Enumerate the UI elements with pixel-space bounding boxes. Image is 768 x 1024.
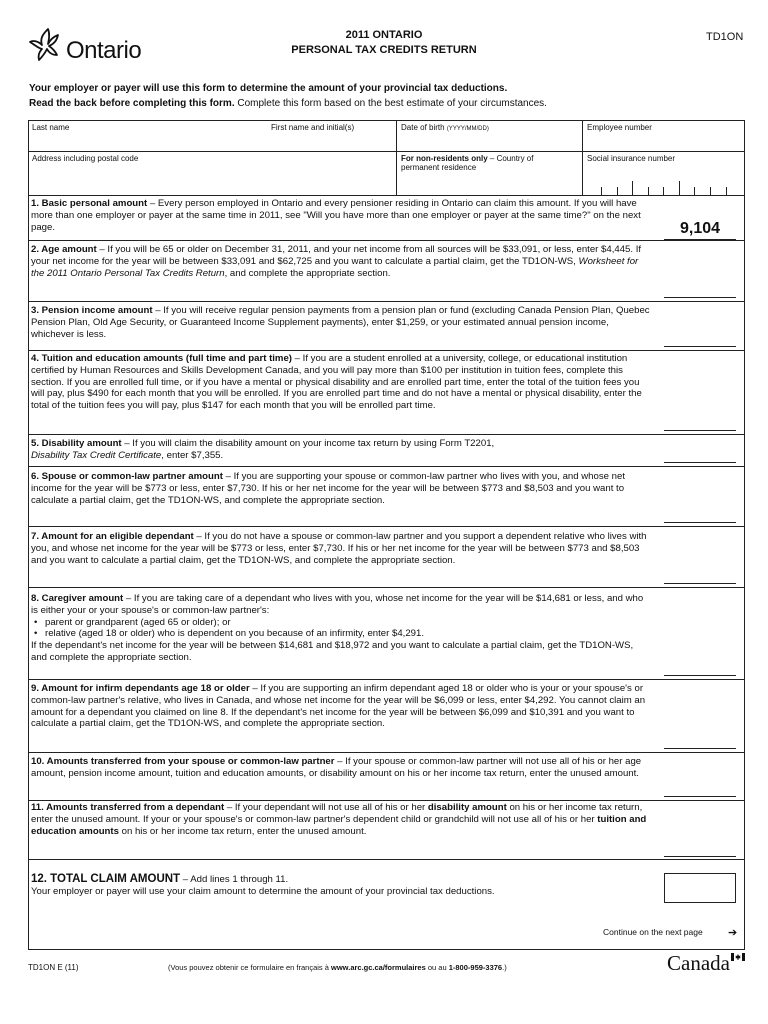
footer-note-end: .): [502, 963, 507, 972]
line-7-title: 7. Amount for an eligible dependant: [31, 531, 194, 542]
line-10-input[interactable]: [664, 796, 736, 797]
line-11-input[interactable]: [664, 856, 736, 857]
line-3-input[interactable]: [664, 346, 736, 347]
line-8-caregiver: [31, 593, 651, 664]
line-8-bullet-2: • relative (aged 18 or older) who is dependent on you because of an infirmity, enter $4,291.: [45, 628, 651, 640]
dob-label: Date of birth: [401, 123, 445, 132]
sin-field[interactable]: Social insurance number: [587, 154, 676, 163]
intro-line-1: Your employer or payer will use this form to determine the amount of your provincial tax deductions.: [29, 83, 508, 94]
line-6-text: – If you are supporting your spouse or common-law partner who lives with you, and whose net income for the year will be $773 or less, enter $7,730. If his or her net income for the year will be between $773 and $8,503 and you want to calculate a partial claim, get the TD1ON-WS, and complete the appropriate section.: [31, 471, 625, 506]
line-2-age-amount: [31, 244, 651, 279]
line-11-text-3: on his or her income tax return, enter the unused amount.: [118, 825, 367, 837]
footer-form-code: TD1ON E (11): [28, 963, 79, 972]
line-11-title: 11. Amounts transferred from a dependant: [31, 802, 225, 813]
line-11-text-1: – If your dependant will not use all of his or her: [224, 802, 428, 813]
line-1-basic-personal-amount: [31, 198, 651, 233]
intro-bold: Read the back before completing this form.: [29, 98, 235, 109]
ontario-logo-text: Ontario: [66, 37, 142, 64]
line-11-text-2: on his or her income tax return, enter the unused amount. If your or your spouse's or common-law partner's dependent child or grandchild will not use all of his or her: [31, 802, 643, 825]
line-6-input[interactable]: [664, 522, 736, 523]
line-10-text: – If your spouse or common-law partner will not use all of his or her age amount, pension income amount, tuition and education amounts, or disability amount on his or her income tax return, enter the unused amount.: [31, 756, 642, 779]
dob-field[interactable]: [401, 123, 489, 134]
canada-flag-icon: [731, 953, 745, 961]
line-7-text: – If you do not have a spouse or common-law partner and you support a dependent relative who lives with you, and whose net income for the year will be $773 or less, enter $7,730. If his or her net income for the year will be between $773 and $8,503 and you want to calculate a partial claim, get the TD1ON-WS, and complete the appropriate section.: [31, 531, 647, 566]
employee-number-field[interactable]: Employee number: [587, 123, 652, 132]
line-4-tuition-education: [31, 353, 651, 412]
nonres-bold: For non-residents only: [401, 154, 488, 163]
line-9-title: 9. Amount for infirm dependants age 18 or older: [31, 683, 250, 694]
canada-wordmark: Canada: [667, 951, 730, 975]
dob-format: (YYYY/MM/DD): [446, 126, 489, 132]
line-5-certificate: Disability Tax Credit Certificate: [31, 449, 162, 461]
line-6-title: 6. Spouse or common-law partner amount: [31, 471, 223, 482]
line-1-amount[interactable]: 9,104: [679, 220, 721, 237]
continue-next-page: Continue on the next page: [603, 927, 703, 937]
line-5-input[interactable]: [664, 462, 736, 463]
intro-line-2: [29, 98, 547, 109]
address-field[interactable]: Address including postal code: [32, 154, 139, 163]
line-9-infirm-dependants: [31, 683, 651, 730]
line-2-text-end: , and complete the appropriate section.: [224, 267, 391, 279]
line-1-input[interactable]: [664, 239, 736, 240]
line-8-bullets: [31, 617, 651, 641]
line-12-total-claim: [31, 874, 651, 898]
line-5-title: 5. Disability amount: [31, 438, 122, 449]
line-3-title: 3. Pension income amount: [31, 305, 153, 316]
line-4-title: 4. Tuition and education amounts (full time and part time): [31, 353, 292, 364]
line-2-title: 2. Age amount: [31, 244, 97, 255]
line-6-spouse-amount: [31, 471, 651, 506]
footer-phone: 1-800-959-3376: [448, 963, 503, 972]
line-5-disability: [31, 438, 651, 462]
total-claim-input[interactable]: [664, 873, 736, 903]
line-5-text-end: , enter $7,355.: [161, 449, 224, 461]
line-7-eligible-dependant: [31, 531, 651, 566]
line-1-title: 1. Basic personal amount: [31, 198, 148, 209]
line-8-input[interactable]: [664, 675, 736, 676]
line-12-text: – Add lines 1 through 11.: [180, 874, 289, 885]
last-name-field[interactable]: Last name: [32, 123, 70, 132]
form-title: PERSONAL TAX CREDITS RETURN: [291, 44, 477, 56]
line-10-title: 10. Amounts transferred from your spouse or common-law partner: [31, 756, 335, 767]
footer-url-link[interactable]: www.arc.gc.ca/formulaires: [331, 963, 426, 972]
line-2-input[interactable]: [664, 297, 736, 298]
form-code: TD1ON: [706, 31, 744, 43]
line-8-bullet-1: • parent or grandparent (aged 65 or older); or: [45, 617, 651, 629]
line-5-text: – If you will claim the disability amount on your income tax return by using Form T2201,: [121, 438, 495, 449]
line-3-text: – If you will receive regular pension payments from a pension plan or fund (excluding Canada Pension Plan, Quebec Pension Plan, Old Age Security, or Guaranteed Income Supplement payments), enter $1,259, or your estimated annual pension income, whichever is less.: [31, 305, 650, 340]
line-7-input[interactable]: [664, 583, 736, 584]
line-8-text: – If you are taking care of a dependant who lives with you, whose net income for the year will be $14,681 or less, and who is either your or your spouse's or common-law partner's:: [31, 593, 644, 616]
line-11-bold-2: tuition and education amounts: [31, 813, 647, 837]
line-3-pension-income: [31, 305, 651, 340]
line-8-title: 8. Caregiver amount: [31, 593, 124, 604]
nonres-rest: – Country of permanent residence: [401, 154, 534, 172]
footer-note-mid: ou au: [425, 963, 449, 972]
line-4-text: – If you are a student enrolled at a university, college, or educational institution certified by Human Resources and Skills Development Canada, and you will pay more than $100 per institution in tuition fees, complete this section. If you are enrolled full time, or if you have a mental or physical disability and are enrolled part time, enter the total of the tuition fees you will pay, plus $490 for each month that you will be enrolled. If you are enrolled part time and do not have a mental or physical disability, enter the total of the tuition fees you will pay, plus $147 for each month that you will be enrolled part time.: [31, 353, 642, 412]
first-name-field[interactable]: First name and initial(s): [271, 123, 355, 132]
arrow-right-icon: ➔: [728, 927, 738, 939]
line-9-text: – If you are supporting an infirm dependant aged 18 or older who is your or your spouse's or common-law partner's relative, who lives in Canada, and whose net income for the year will be $6,099 or less, enter $4,292. You cannot claim an amount for a dependant you claimed on line 8. If the dependant's net income for the year will be between $6,099 and $10,391 and you want to calculate a partial claim, get the TD1ON-WS, and complete the appropriate section.: [31, 683, 646, 730]
line-10-spouse-transfer: [31, 756, 651, 780]
line-1-text: – Every person employed in Ontario and every pensioner residing in Ontario can claim this amount. If you will have more than one employer or payer at the same time in 2011, see "Will you have more than one employer or payer at the same time?" on the next page.: [31, 198, 641, 233]
line-9-input[interactable]: [664, 748, 736, 749]
form-year-title: 2011 ONTARIO: [345, 29, 423, 41]
intro-rest: Complete this form based on the best estimate of your circumstances.: [234, 98, 547, 109]
line-4-input[interactable]: [664, 430, 736, 431]
footer-french-note: [168, 963, 507, 972]
line-2-worksheet: Worksheet for the 2011 Ontario Personal Tax Credits Return: [31, 255, 639, 279]
line-12-title: 12. TOTAL CLAIM AMOUNT: [31, 873, 181, 885]
line-11-dependant-transfer: [31, 802, 651, 837]
line-12-text-2: Your employer or payer will use your claim amount to determine the amount of your provincial tax deductions.: [31, 885, 495, 897]
line-8-text-end: If the dependant's net income for the year will be between $14,681 and $18,972 and you want to calculate a partial claim, get the TD1ON-WS, and complete the appropriate section.: [31, 640, 634, 663]
line-11-bold-1: disability amount: [427, 802, 507, 813]
line-2-text: – If you will be 65 or older on December 31, 2011, and your net income from all sources will be $33,091, or less, enter $4,445. If your net income for the year will be between $33,091 and $62,725 and you want to calculate a partial claim, get the TD1ON-WS,: [31, 244, 642, 267]
footer-note-pre: (Vous pouvez obtenir ce formulaire en français à: [168, 963, 332, 972]
nonresident-field[interactable]: [401, 154, 571, 172]
